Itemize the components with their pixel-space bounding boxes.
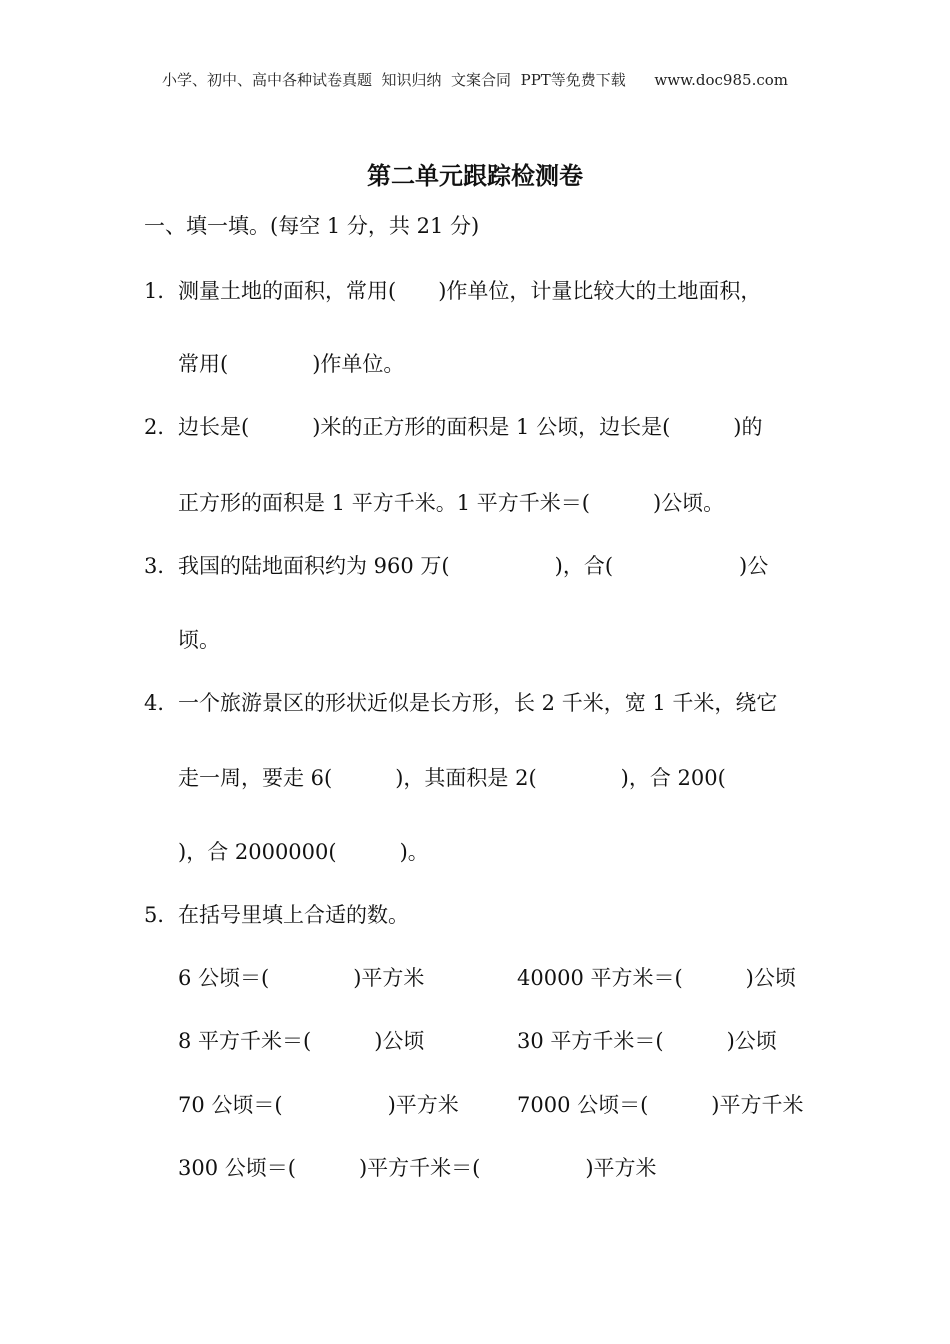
question-text: 走一周，要走 6( )，其面积是 2( )，合 200( xyxy=(178,766,726,790)
question-text: 在括号里填上合适的数。 xyxy=(178,903,409,927)
conversion-item: 7000 公顷＝( )平方千米 xyxy=(517,1093,804,1117)
question-text: 顷。 xyxy=(178,628,220,652)
question-number: 5． xyxy=(144,903,179,927)
question-number: 2． xyxy=(144,415,179,439)
section-heading: 一、填一填。(每空 1 分，共 21 分) xyxy=(144,214,480,238)
question-text: 测量土地的面积，常用( )作单位，计量比较大的土地面积， xyxy=(178,279,762,303)
conversion-item: 70 公顷＝( )平方米 xyxy=(178,1093,459,1117)
question-text: 常用( )作单位。 xyxy=(178,352,405,376)
question-number: 1． xyxy=(144,279,179,303)
question-number: 4． xyxy=(144,691,179,715)
question-text: 边长是( )米的正方形的面积是 1 公顷，边长是( )的 xyxy=(178,415,763,439)
question-text: 一个旅游景区的形状近似是长方形，长 2 千米，宽 1 千米，绕它 xyxy=(178,691,778,715)
conversion-item: 300 公顷＝( )平方千米＝( )平方米 xyxy=(178,1156,657,1180)
conversion-item: 40000 平方米＝( )公顷 xyxy=(517,966,796,990)
question-number: 3． xyxy=(144,554,179,578)
page-header: 小学、初中、高中各种试卷真题 知识归纳 文案合同 PPT等免费下载 www.doc985.com xyxy=(161,71,788,89)
page-title: 第二单元跟踪检测卷 xyxy=(367,161,583,190)
question-text: )，合 2000000( )。 xyxy=(178,840,429,864)
question-text: 正方形的面积是 1 平方千米。1 平方千米＝( )公顷。 xyxy=(178,491,725,515)
question-text: 我国的陆地面积约为 960 万( )，合( )公 xyxy=(178,554,769,578)
conversion-item: 6 公顷＝( )平方米 xyxy=(178,966,425,990)
conversion-item: 8 平方千米＝( )公顷 xyxy=(178,1029,425,1053)
conversion-item: 30 平方千米＝( )公顷 xyxy=(517,1029,777,1053)
